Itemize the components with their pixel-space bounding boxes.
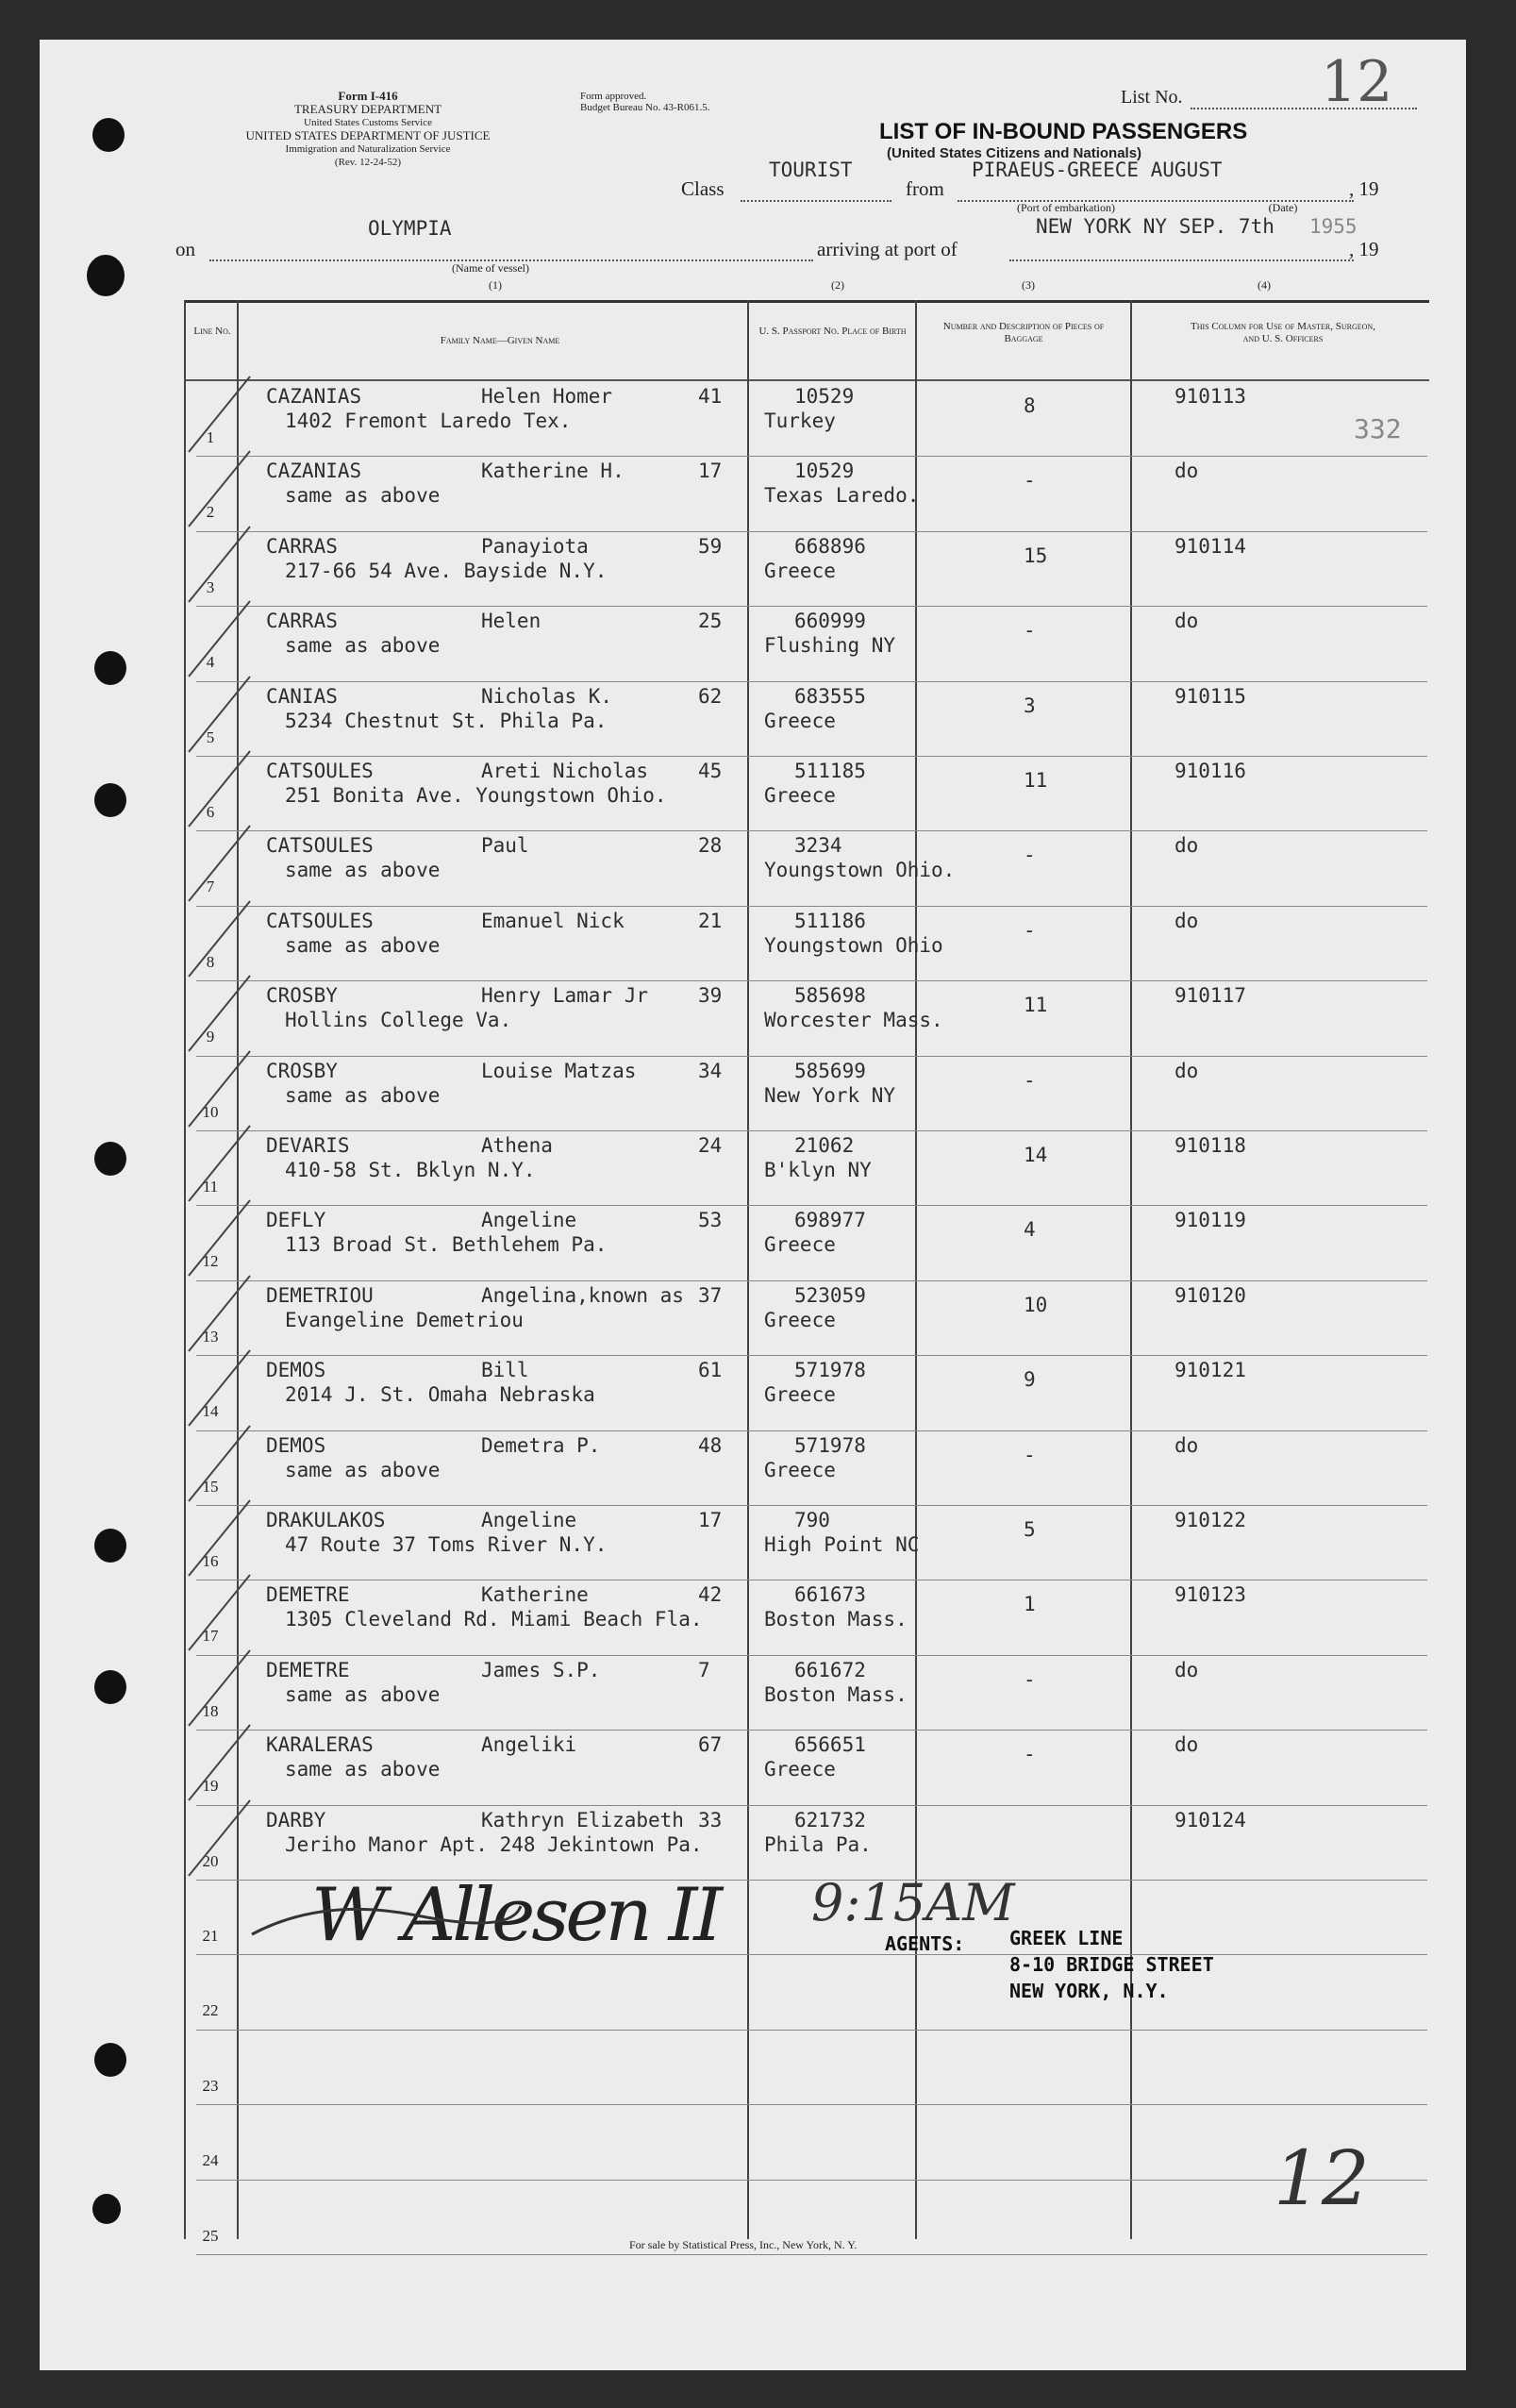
row-divider: [196, 1430, 1427, 1431]
corner-number: 12: [1274, 2134, 1370, 2222]
row-divider: [196, 1355, 1427, 1356]
given-name: Areti Nicholas: [481, 760, 649, 782]
given-name: Kathryn Elizabeth: [481, 1808, 684, 1831]
punch-hole: [94, 1670, 126, 1704]
check-mark: [184, 971, 259, 1056]
place-of-birth: Turkey: [764, 410, 836, 432]
line-number: 11: [202, 1178, 219, 1196]
passport-number: 661672: [794, 1658, 866, 1681]
row-divider: [196, 1280, 1427, 1281]
punch-hole: [92, 2194, 121, 2224]
officer-number: do: [1174, 1433, 1199, 1457]
baggage-count: -: [1024, 469, 1036, 493]
given-name: Louise Matzas: [481, 1059, 637, 1082]
table-header-border: [184, 379, 1429, 381]
punch-hole: [94, 1142, 126, 1176]
passport-number: 668896: [794, 534, 866, 558]
col-divider-name: [747, 300, 749, 2239]
class-label: Class: [681, 177, 725, 200]
officer-number: do: [1174, 1059, 1199, 1082]
place-of-birth: Youngstown Ohio: [764, 933, 943, 957]
baggage-count: 5: [1024, 1518, 1036, 1541]
given-name: Angeline: [481, 1509, 577, 1531]
given-name: Nicholas K.: [481, 684, 613, 708]
port-embarkation-label: (Port of embarkation): [1017, 201, 1115, 214]
row-divider: [196, 2104, 1427, 2105]
address: same as above: [285, 1758, 441, 1781]
row-divider: [196, 681, 1427, 682]
document-subtitle: (United States Citizens and Nationals): [887, 145, 1142, 161]
baggage-count: -: [1024, 1743, 1036, 1766]
year-label-2: , 19: [1349, 238, 1379, 260]
family-name: CATSOULES: [266, 834, 374, 858]
baggage-count: -: [1024, 1443, 1036, 1466]
col-num-4: (4): [1258, 278, 1271, 292]
check-mark: [184, 1496, 259, 1580]
punch-hole: [92, 118, 125, 152]
given-name: Athena: [481, 1134, 553, 1157]
agents-label: AGENTS:: [885, 1932, 965, 1955]
baggage-count: -: [1024, 918, 1036, 942]
passport-number: 571978: [794, 1433, 866, 1457]
given-name: James S.P.: [481, 1658, 601, 1681]
passport-number: 523059: [794, 1283, 866, 1307]
age: 45: [698, 760, 723, 782]
age: 42: [698, 1583, 723, 1607]
passport-number: 660999: [794, 610, 866, 633]
officer-number: 910122: [1174, 1509, 1246, 1531]
check-mark: [184, 896, 259, 981]
row-divider: [196, 2030, 1427, 2031]
address: 113 Broad St. Bethlehem Pa.: [285, 1233, 608, 1257]
col-num-1: (1): [489, 278, 502, 292]
officer-number: do: [1174, 460, 1199, 483]
age: 62: [698, 684, 723, 708]
arrival-line: [1009, 259, 1354, 261]
address: same as above: [285, 634, 441, 658]
col-num-2: (2): [831, 278, 844, 292]
passport-number: 661673: [794, 1583, 866, 1607]
agent-street: 8-10 BRIDGE STREET: [1009, 1953, 1214, 1976]
arrival-value: NEW YORK NY SEP. 7th: [1036, 215, 1274, 238]
row-divider: [196, 1805, 1427, 1806]
passport-number: 10529: [794, 385, 855, 408]
passport-number: 585698: [794, 984, 866, 1008]
age: 39: [698, 984, 723, 1008]
check-mark: [184, 522, 259, 607]
line-number: 14: [202, 1402, 219, 1421]
officer-number: 910118: [1174, 1134, 1246, 1157]
family-name: CROSBY: [266, 1059, 338, 1082]
place-of-birth: Greece: [764, 784, 836, 807]
family-name: CAZANIAS: [266, 385, 362, 408]
place-of-birth: Phila Pa.: [764, 1832, 872, 1856]
age: 21: [698, 909, 723, 932]
year-label-1: , 19: [1349, 177, 1379, 200]
row-divider: [196, 1505, 1427, 1506]
family-name: CROSBY: [266, 984, 338, 1008]
date-label: (Date): [1268, 201, 1298, 214]
officer-number: 910123: [1174, 1583, 1246, 1607]
line-number: 13: [202, 1327, 219, 1346]
form-number: Form I-416: [338, 89, 398, 103]
arrival-year: 1955: [1309, 215, 1358, 238]
signed-time: 9:15AM: [811, 1873, 1015, 1932]
baggage-count: 10: [1024, 1293, 1048, 1316]
on-label: on: [175, 238, 195, 260]
vessel-name-label: (Name of vessel): [452, 261, 529, 275]
arriving-label: arriving at port of: [817, 238, 958, 260]
given-name: Paul: [481, 834, 529, 858]
place-of-birth: B'klyn NY: [764, 1159, 872, 1181]
place-of-birth: Boston Mass.: [764, 1682, 908, 1706]
line-number: 20: [202, 1851, 219, 1870]
passport-number: 3234: [794, 834, 842, 858]
baggage-count: -: [1024, 1068, 1036, 1092]
line-number: 1: [206, 428, 215, 446]
family-name: DEFLY: [266, 1209, 326, 1232]
check-mark: [184, 821, 259, 906]
passport-number: 656651: [794, 1733, 866, 1757]
given-name: Demetra P.: [481, 1433, 601, 1457]
baggage-count: 9: [1024, 1368, 1036, 1392]
passport-number: 621732: [794, 1808, 866, 1831]
age: 67: [698, 1733, 723, 1757]
address: 410-58 St. Bklyn N.Y.: [285, 1159, 536, 1181]
passport-number: 571978: [794, 1359, 866, 1382]
address: 251 Bonita Ave. Youngstown Ohio.: [285, 784, 667, 807]
list-no-value: 12: [1321, 49, 1393, 115]
class-value: TOURIST: [769, 159, 853, 181]
line-number: 17: [202, 1627, 219, 1646]
line-number: 6: [206, 803, 215, 821]
passport-number: 683555: [794, 684, 866, 708]
check-mark: [184, 1346, 259, 1430]
address: same as above: [285, 859, 441, 882]
list-no-label: List No.: [1121, 87, 1183, 108]
passport-number: 790: [794, 1509, 830, 1531]
officer-number: 910117: [1174, 984, 1246, 1008]
line-number: 19: [202, 1777, 219, 1796]
place-of-birth: New York NY: [764, 1083, 896, 1107]
line-number: 3: [206, 577, 215, 596]
age: 34: [698, 1059, 723, 1082]
place-of-birth: Greece: [764, 1458, 836, 1481]
agent-name: GREEK LINE: [1009, 1927, 1124, 1949]
from-label: from: [906, 177, 944, 200]
line-number: 25: [202, 2226, 219, 2245]
passport-number: 511186: [794, 909, 866, 932]
address: 5234 Chestnut St. Phila Pa.: [285, 709, 608, 732]
check-mark: [184, 672, 259, 757]
family-name: CATSOULES: [266, 760, 374, 782]
agent-city: NEW YORK, N.Y.: [1009, 1980, 1169, 2002]
line-number: 23: [202, 2076, 219, 2095]
place-of-birth: Worcester Mass.: [764, 1009, 943, 1032]
col-header-baggage: Number and Description of Pieces of Baggage: [942, 321, 1105, 344]
age: 41: [698, 385, 723, 408]
class-line: [741, 200, 891, 202]
age: 37: [698, 1283, 723, 1307]
age: 48: [698, 1433, 723, 1457]
dept-justice: UNITED STATES DEPARTMENT OF JUSTICE: [245, 128, 491, 142]
row-divider: [196, 830, 1427, 831]
row-divider: [196, 1655, 1427, 1656]
line-number: 18: [202, 1701, 219, 1720]
age: 17: [698, 460, 723, 483]
baggage-count: 4: [1024, 1218, 1036, 1242]
age: 28: [698, 834, 723, 858]
place-of-birth: Greece: [764, 709, 836, 732]
vessel-value: OLYMPIA: [368, 217, 452, 240]
address: Jeriho Manor Apt. 248 Jekintown Pa.: [285, 1832, 703, 1856]
col-header-officers: This Column for Use of Master, Surgeon, and U. S. Officers: [1191, 321, 1375, 344]
punch-hole: [94, 783, 126, 817]
line-number: 2: [206, 503, 215, 522]
passport-number: 585699: [794, 1059, 866, 1082]
check-mark: [184, 446, 259, 531]
place-of-birth: Greece: [764, 559, 836, 582]
budget-bureau: Budget Bureau No. 43-R061.5.: [580, 102, 710, 113]
given-name: Emanuel Nick: [481, 909, 625, 932]
place-of-birth: Greece: [764, 1308, 836, 1331]
dept-treasury: TREASURY DEPARTMENT: [293, 102, 442, 116]
given-name: Angeliki: [481, 1733, 577, 1757]
row-divider: [196, 980, 1427, 981]
row-divider: [196, 531, 1427, 532]
family-name: DEMETRE: [266, 1658, 350, 1681]
passport-number: 21062: [794, 1134, 855, 1157]
place-of-birth: Texas Laredo.: [764, 484, 920, 508]
col-header-name: Family Name—Given Name: [440, 335, 560, 346]
place-of-birth: Flushing NY: [764, 634, 896, 658]
address: Evangeline Demetriou: [285, 1308, 524, 1331]
address: 217-66 54 Ave. Bayside N.Y.: [285, 559, 608, 582]
check-mark: [184, 1196, 259, 1280]
line-number: 22: [202, 2001, 219, 2020]
form-approved: Form approved.: [580, 91, 647, 102]
given-name: Katherine: [481, 1583, 589, 1607]
address: Hollins College Va.: [285, 1009, 512, 1032]
officer-number: 910115: [1174, 684, 1246, 708]
row-divider: [196, 1730, 1427, 1731]
check-mark: [184, 1271, 259, 1356]
officer-number: do: [1174, 610, 1199, 633]
baggage-count: 8: [1024, 394, 1036, 417]
officer-number: 910113: [1174, 385, 1246, 408]
given-name: Helen: [481, 610, 541, 633]
place-of-birth: High Point NC: [764, 1533, 920, 1556]
baggage-count: 1: [1024, 1593, 1036, 1616]
form-approval: [580, 91, 709, 113]
age: 53: [698, 1209, 723, 1232]
side-number: 332: [1354, 413, 1402, 444]
check-mark: [184, 1720, 259, 1805]
place-of-birth: Boston Mass.: [764, 1608, 908, 1631]
place-of-birth: Greece: [764, 1233, 836, 1257]
line-number: 12: [202, 1252, 219, 1271]
baggage-count: 3: [1024, 694, 1036, 717]
baggage-count: 11: [1024, 769, 1048, 792]
officer-number: 910119: [1174, 1209, 1246, 1232]
row-divider: [196, 2254, 1427, 2255]
table-top-border: [184, 300, 1429, 303]
family-name: CAZANIAS: [266, 460, 362, 483]
form-header-left: [170, 90, 566, 169]
line-number: 24: [202, 2151, 219, 2170]
check-mark: [184, 1796, 259, 1881]
address: same as above: [285, 1083, 441, 1107]
check-mark: [184, 372, 259, 457]
agents-block: [1009, 1925, 1214, 2004]
line-number: 10: [202, 1102, 219, 1121]
row-divider: [196, 1056, 1427, 1057]
row-divider: [196, 756, 1427, 757]
age: 25: [698, 610, 723, 633]
punch-hole: [87, 255, 125, 296]
check-mark: [184, 596, 259, 681]
given-name: Panayiota: [481, 534, 589, 558]
document-title: LIST OF IN-BOUND PASSENGERS: [879, 119, 1248, 144]
row-divider: [196, 2180, 1427, 2181]
passport-number: 511185: [794, 760, 866, 782]
officer-number: 910121: [1174, 1359, 1246, 1382]
footer-publisher: For sale by Statistical Press, Inc., New York, N. Y.: [629, 2238, 858, 2251]
officer-number: do: [1174, 834, 1199, 858]
check-mark: [184, 1570, 259, 1655]
given-name: Angeline: [481, 1209, 577, 1232]
row-divider: [196, 1205, 1427, 1206]
col-num-3: (3): [1022, 278, 1035, 292]
baggage-count: 14: [1024, 1144, 1048, 1166]
officer-number: do: [1174, 1658, 1199, 1681]
baggage-count: -: [1024, 619, 1036, 643]
line-number: 21: [202, 1927, 219, 1945]
family-name: DEMOS: [266, 1433, 326, 1457]
col-header-passport: U. S. Passport No. Place of Birth: [758, 326, 907, 337]
officer-number: do: [1174, 1733, 1199, 1757]
place-of-birth: Greece: [764, 1383, 836, 1407]
address: same as above: [285, 484, 441, 508]
given-name: Angelina,known as: [481, 1283, 684, 1307]
address: same as above: [285, 1682, 441, 1706]
officer-number: 910114: [1174, 534, 1246, 558]
punch-hole: [94, 2043, 126, 2077]
check-mark: [184, 1121, 259, 1206]
family-name: DARBY: [266, 1808, 326, 1831]
line-number: 5: [206, 727, 215, 746]
family-name: DEVARIS: [266, 1134, 350, 1157]
address: same as above: [285, 1458, 441, 1481]
officer-number: 910116: [1174, 760, 1246, 782]
given-name: Henry Lamar Jr: [481, 984, 649, 1008]
row-divider: [196, 1130, 1427, 1131]
baggage-count: 11: [1024, 994, 1048, 1017]
address: 1402 Fremont Laredo Tex.: [285, 410, 572, 432]
address: 2014 J. St. Omaha Nebraska: [285, 1383, 595, 1407]
signature-flourish: [247, 1878, 530, 1953]
age: 17: [698, 1509, 723, 1531]
form-revision: (Rev. 12-24-52): [334, 157, 402, 168]
check-mark: [184, 1421, 259, 1506]
officer-number: 910124: [1174, 1808, 1246, 1831]
given-name: Bill: [481, 1359, 529, 1382]
row-divider: [196, 456, 1427, 457]
dept-treasury-sub: United States Customs Service: [304, 117, 432, 128]
check-mark: [184, 1646, 259, 1731]
family-name: DEMETRE: [266, 1583, 350, 1607]
place-of-birth: Greece: [764, 1758, 836, 1781]
age: 24: [698, 1134, 723, 1157]
row-divider: [196, 906, 1427, 907]
age: 59: [698, 534, 723, 558]
officer-number: 910120: [1174, 1283, 1246, 1307]
baggage-count: -: [1024, 1667, 1036, 1691]
address: same as above: [285, 933, 441, 957]
dept-justice-sub: Immigration and Naturalization Service: [285, 143, 451, 155]
family-name: CARRAS: [266, 534, 338, 558]
line-number: 15: [202, 1477, 219, 1496]
line-number: 7: [206, 878, 215, 896]
line-number: 4: [206, 653, 215, 672]
family-name: CARRAS: [266, 610, 338, 633]
family-name: CATSOULES: [266, 909, 374, 932]
check-mark: [184, 746, 259, 831]
family-name: CANIAS: [266, 684, 338, 708]
address: 1305 Cleveland Rd. Miami Beach Fla.: [285, 1608, 703, 1631]
address: 47 Route 37 Toms River N.Y.: [285, 1533, 608, 1556]
family-name: KARALERAS: [266, 1733, 374, 1757]
passport-number: 10529: [794, 460, 855, 483]
row-divider: [196, 606, 1427, 607]
age: 33: [698, 1808, 723, 1831]
col-header-line: Line No.: [193, 326, 231, 337]
check-mark: [184, 1046, 259, 1131]
officer-number: do: [1174, 909, 1199, 932]
line-number: 9: [206, 1028, 215, 1046]
age: 61: [698, 1359, 723, 1382]
line-number: 16: [202, 1552, 219, 1570]
family-name: DEMOS: [266, 1359, 326, 1382]
place-of-birth: Youngstown Ohio.: [764, 859, 956, 882]
line-number: 8: [206, 952, 215, 971]
baggage-count: 15: [1024, 543, 1048, 567]
punch-hole: [94, 1529, 126, 1563]
official-signature: W Allesen II: [311, 1873, 720, 1958]
age: 7: [698, 1658, 710, 1681]
passport-number: 698977: [794, 1209, 866, 1232]
punch-hole: [94, 651, 126, 685]
family-name: DRAKULAKOS: [266, 1509, 386, 1531]
baggage-count: -: [1024, 844, 1036, 867]
family-name: DEMETRIOU: [266, 1283, 374, 1307]
given-name: Helen Homer: [481, 385, 613, 408]
given-name: Katherine H.: [481, 460, 625, 483]
from-value: PIRAEUS-GREECE AUGUST: [972, 159, 1223, 181]
